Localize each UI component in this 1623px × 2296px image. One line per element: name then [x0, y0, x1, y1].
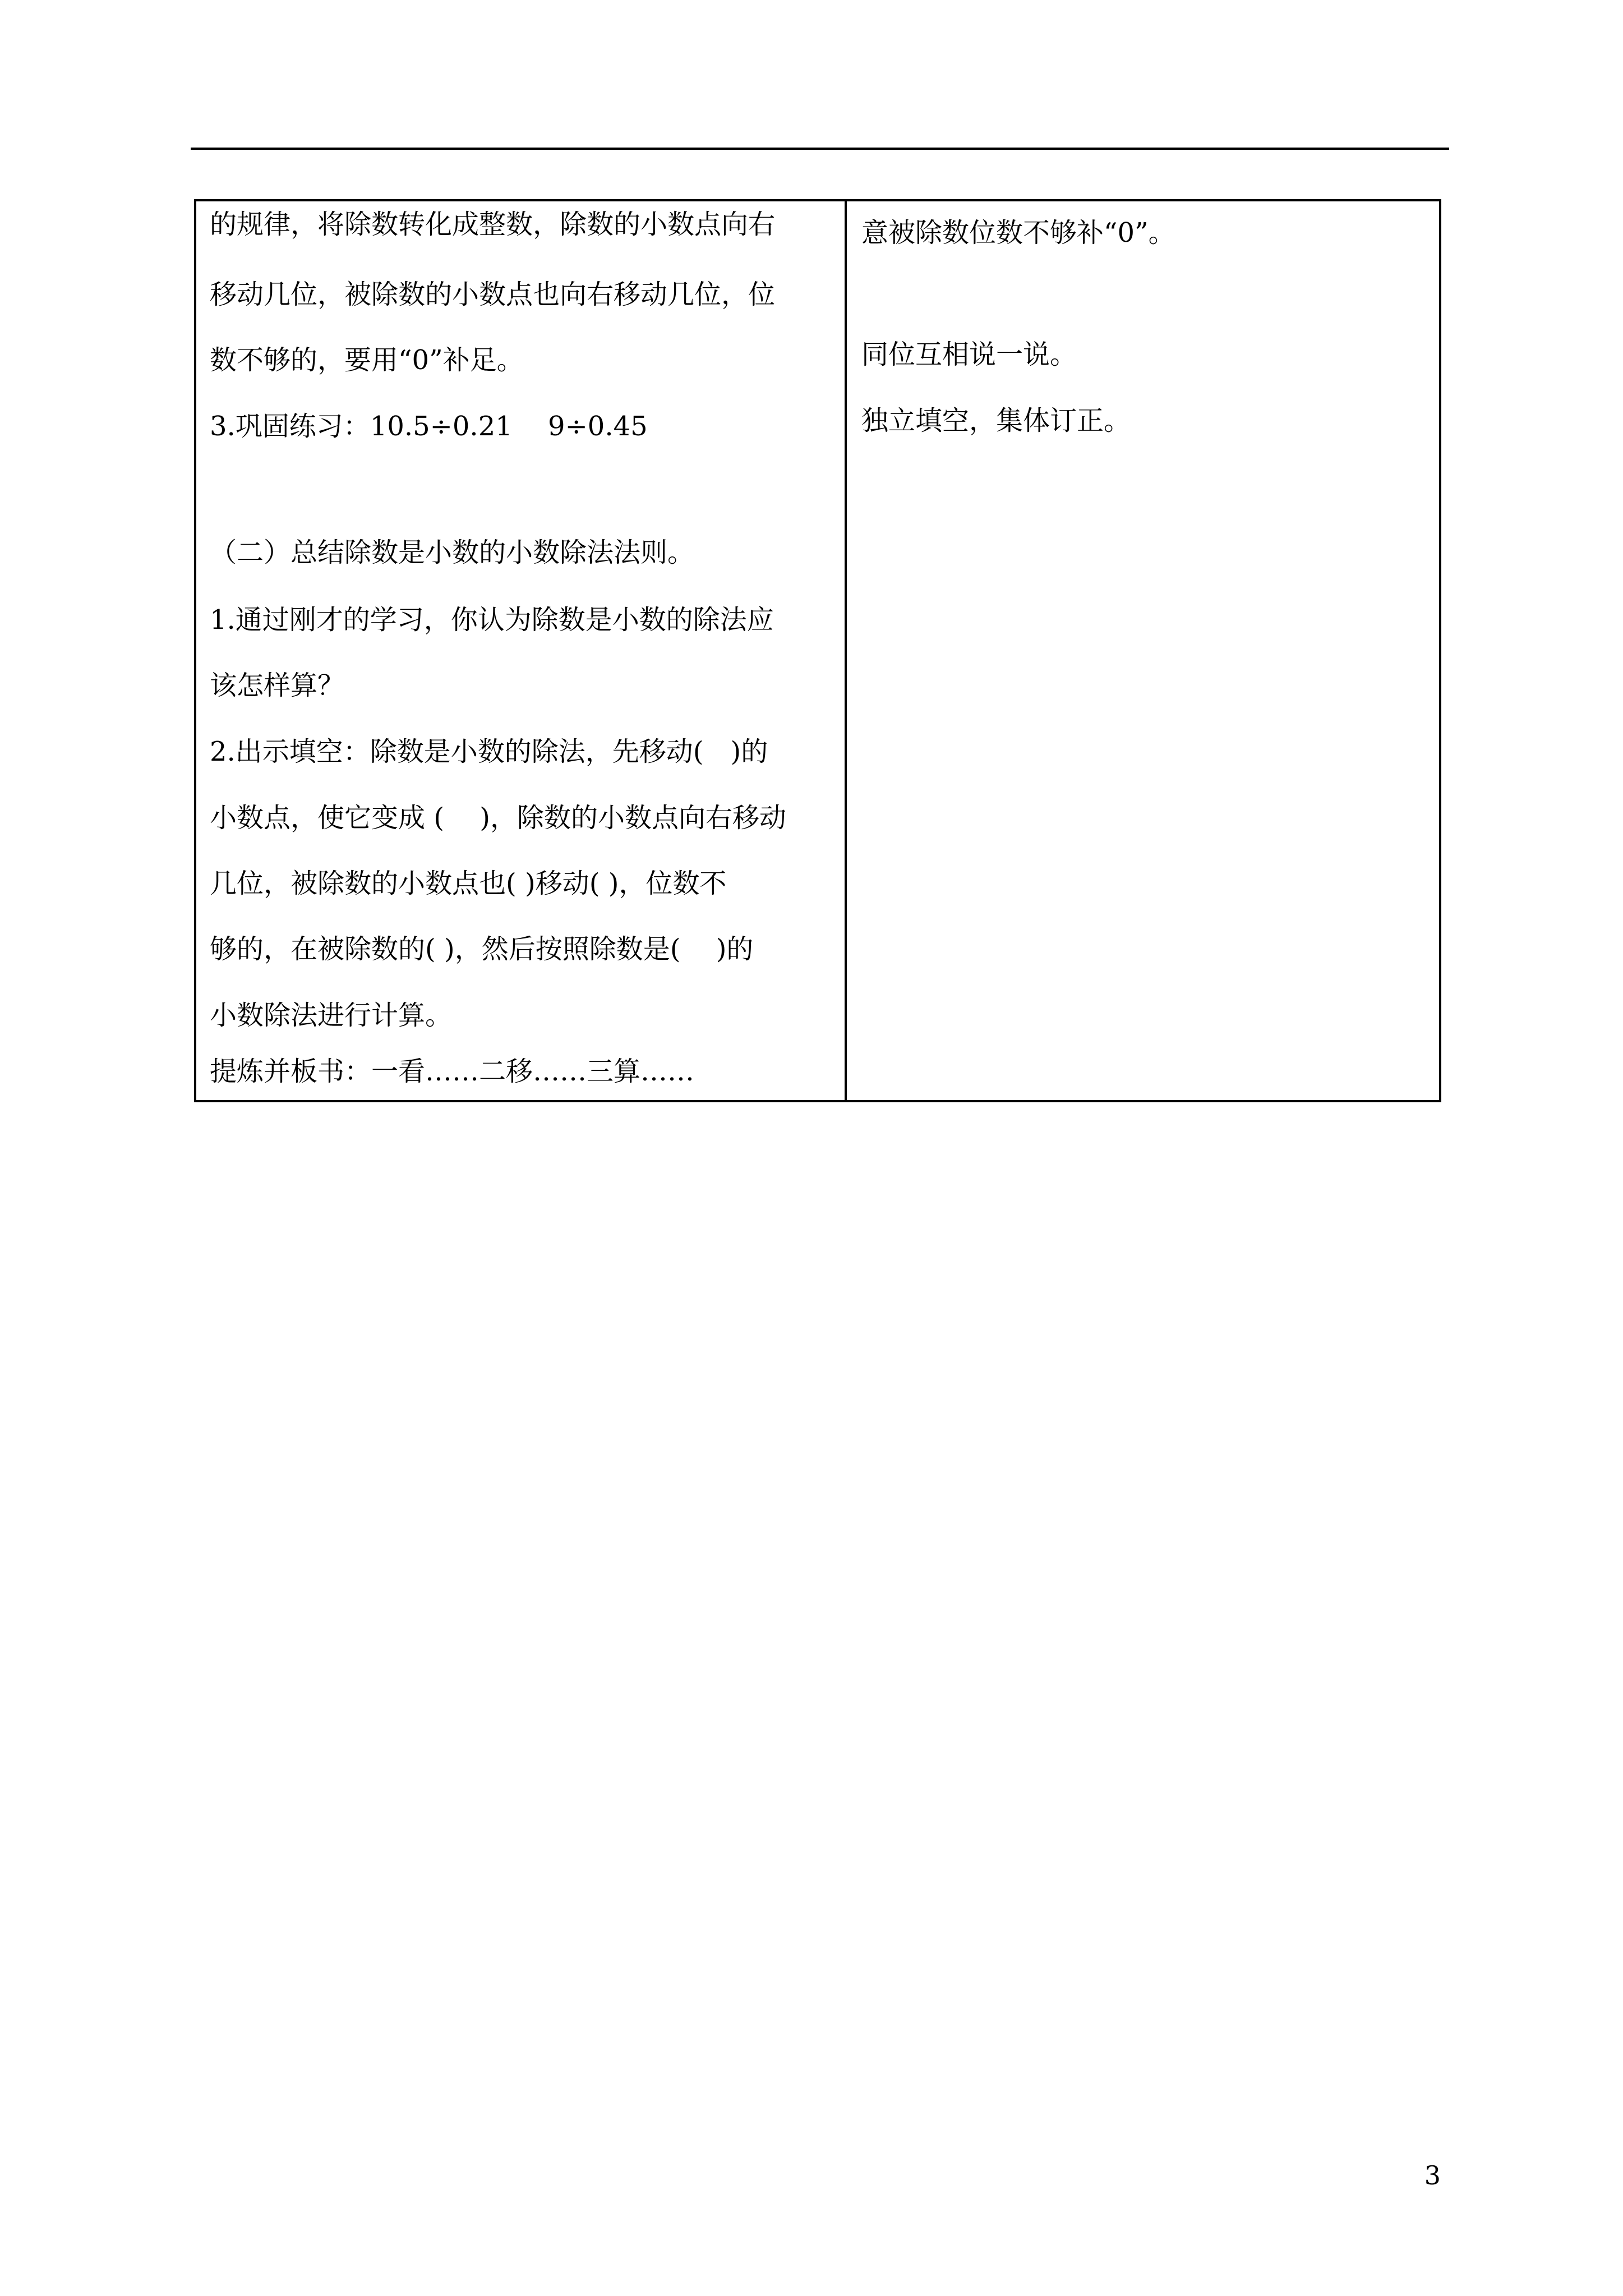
left-line-1: 的规律，将除数转化成整数，除数的小数点向右 — [210, 209, 776, 240]
left-line-10: 几位，被除数的小数点也( )移动( )，位数不 — [210, 868, 727, 899]
column-divider — [845, 201, 847, 1100]
left-line-7: 该怎样算？ — [210, 670, 345, 701]
left-line-9: 小数点，使它变成 ( )，除数的小数点向右移动 — [210, 802, 786, 834]
left-line-5: （二）总结除数是小数的小数除法法则。 — [210, 537, 695, 568]
left-line-13: 提炼并板书：一看……二移……三算…… — [210, 1056, 695, 1087]
left-line-12: 小数除法进行计算。 — [210, 1000, 453, 1031]
lesson-table — [194, 199, 1441, 1102]
left-line-6: 1.通过刚才的学习，你认为除数是小数的除法应 — [210, 604, 774, 636]
right-line-3: 独立填空，集体订正。 — [861, 405, 1131, 436]
left-line-4: 3.巩固练习：10.5÷0.21 9÷0.45 — [210, 411, 648, 442]
right-line-1: 意被除数位数不够补“0”。 — [861, 217, 1175, 249]
right-line-2: 同位互相说一说。 — [861, 339, 1077, 370]
header-rule — [191, 148, 1449, 150]
left-line-3: 数不够的，要用“0”补足。 — [210, 344, 524, 376]
left-line-11: 够的，在被除数的( )，然后按照除数是( )的 — [210, 933, 754, 965]
page-number: 3 — [1424, 2160, 1441, 2191]
left-line-2: 移动几位，被除数的小数点也向右移动几位，位 — [210, 279, 776, 310]
left-line-8: 2.出示填空：除数是小数的除法，先移动( )的 — [210, 736, 768, 767]
